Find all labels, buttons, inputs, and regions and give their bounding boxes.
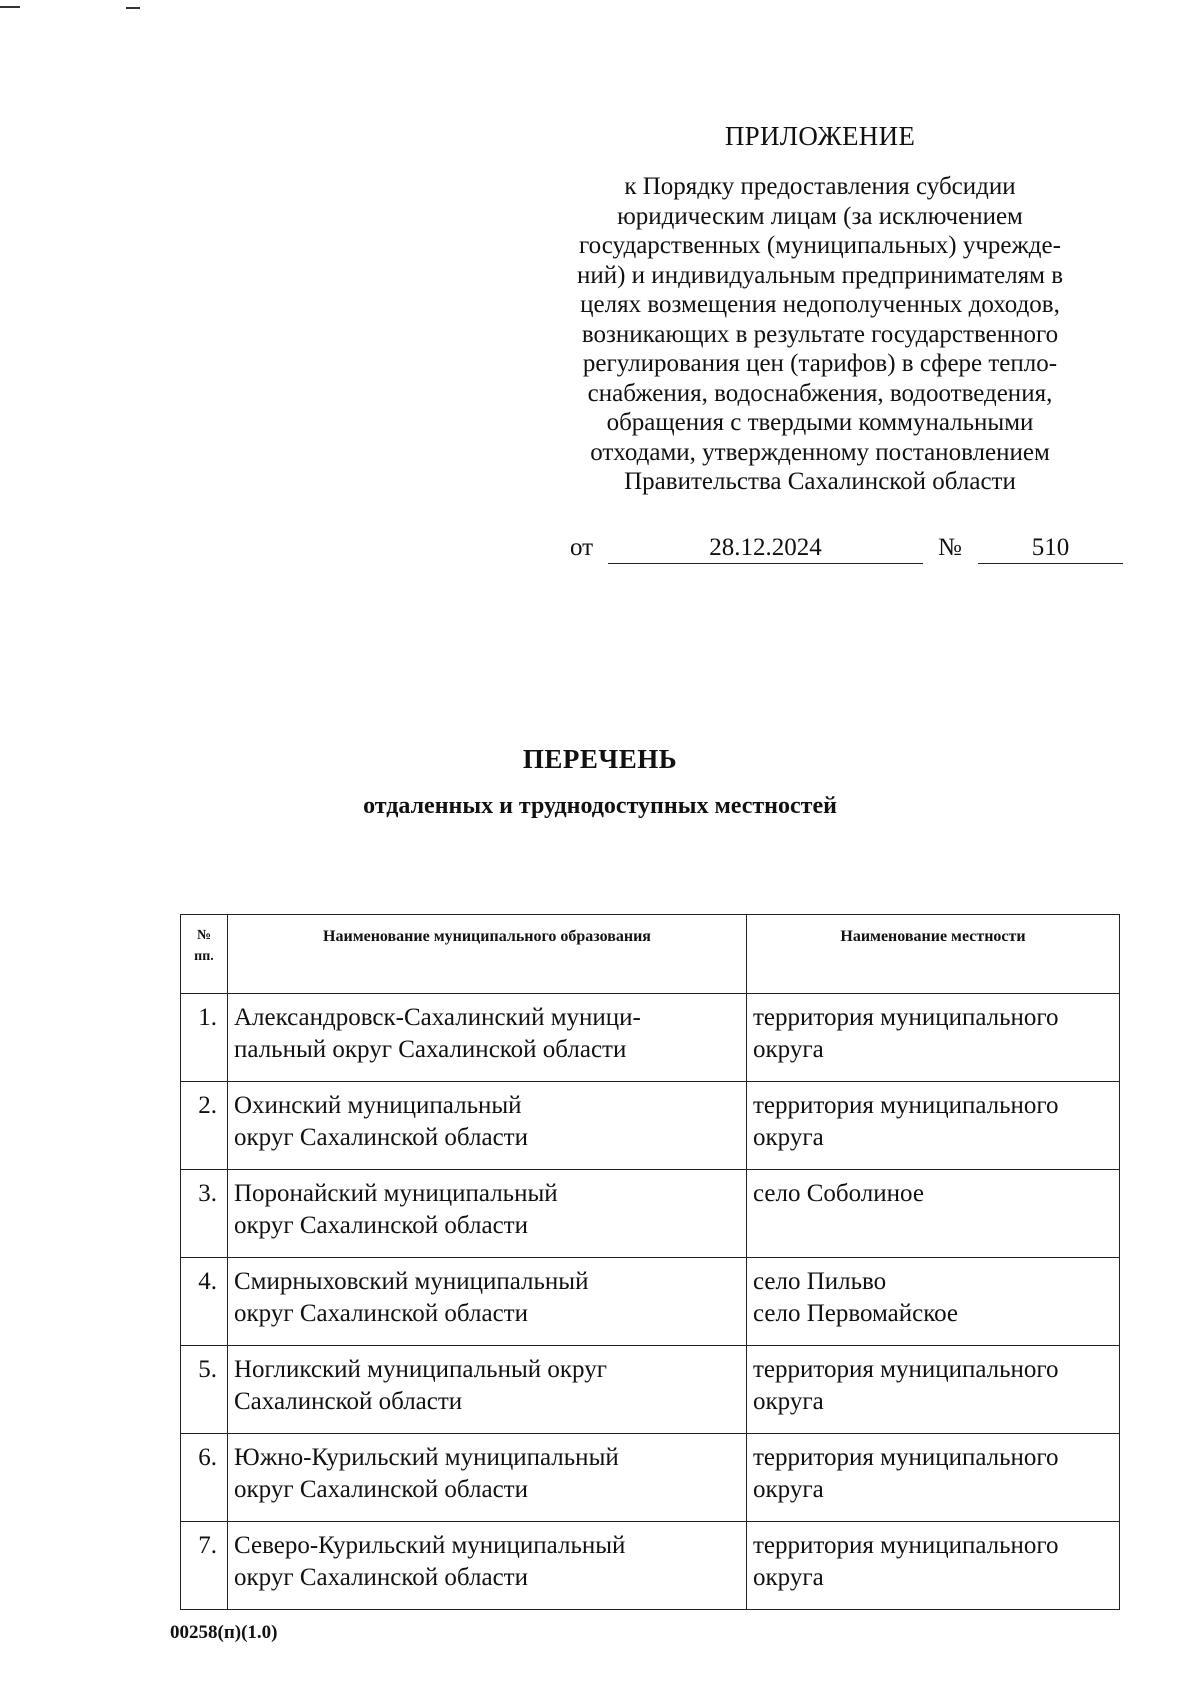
- locality-line: округа: [753, 1388, 824, 1415]
- locality-line: округа: [753, 1564, 824, 1591]
- appendix-line: отходами, утвержденному постановлением: [590, 438, 1050, 466]
- locality-line: территория муниципального: [753, 1004, 1059, 1031]
- locality-cell: [747, 994, 1120, 1082]
- municipality-line: округ Сахалинской области: [234, 1300, 528, 1327]
- appendix-line: юридическим лицам (за исключением: [617, 202, 1023, 230]
- decree-number: 510: [978, 534, 1123, 564]
- row-number: 2.: [181, 1082, 228, 1170]
- locality-cell: [747, 1522, 1120, 1610]
- document-code: 00258(п)(1.0): [170, 1622, 278, 1643]
- municipality-cell: [228, 1434, 747, 1522]
- decree-date: 28.12.2024: [608, 534, 923, 564]
- locality-line: округа: [753, 1036, 824, 1063]
- table-row: [181, 1170, 1120, 1258]
- appendix-text: [540, 172, 1100, 497]
- municipality-line: округ Сахалинской области: [234, 1564, 528, 1591]
- date-prefix: от: [570, 534, 594, 561]
- municipality-line: Южно-Курильский муниципальный: [234, 1444, 619, 1471]
- appendix-line: к Порядку предоставления субсидии: [624, 173, 1016, 200]
- municipality-line: Сахалинской области: [234, 1388, 463, 1415]
- municipality-cell: [228, 1346, 747, 1434]
- table-header-row: [181, 915, 1120, 994]
- locality-line: село Соболиное: [753, 1180, 924, 1207]
- appendix-line: снабжения, водоснабжения, водоотведения,: [587, 379, 1053, 407]
- row-number: 5.: [181, 1346, 228, 1434]
- municipality-line: округ Сахалинской области: [234, 1212, 528, 1239]
- row-number: 6.: [181, 1434, 228, 1522]
- locality-line: территория муниципального: [753, 1356, 1059, 1383]
- row-number: 7.: [181, 1522, 228, 1610]
- header-number: № пп.: [181, 915, 228, 994]
- locality-line: территория муниципального: [753, 1444, 1059, 1471]
- appendix-line: государственных (муниципальных) учрежде-: [579, 232, 1061, 259]
- localities-table: [180, 914, 1120, 1610]
- locality-line: село Первомайское: [753, 1300, 959, 1327]
- municipality-line: округ Сахалинской области: [234, 1124, 528, 1151]
- table-row: [181, 1082, 1120, 1170]
- municipality-line: Ногликский муниципальный округ: [234, 1356, 607, 1383]
- locality-cell: [747, 1170, 1120, 1258]
- row-number: 1.: [181, 994, 228, 1082]
- scan-mark: [0, 6, 20, 8]
- municipality-line: Александровск-Сахалинский муници-: [234, 1004, 641, 1031]
- locality-line: территория муниципального: [753, 1092, 1059, 1119]
- appendix-line: возникающих в результате государственного: [581, 320, 1059, 348]
- municipality-line: округ Сахалинской области: [234, 1476, 528, 1503]
- locality-cell: [747, 1258, 1120, 1346]
- appendix-line: Правительства Сахалинской области: [624, 468, 1016, 495]
- number-sign: №: [938, 534, 962, 561]
- locality-line: территория муниципального: [753, 1532, 1059, 1559]
- municipality-cell: [228, 1082, 747, 1170]
- municipality-line: Поронайский муниципальный: [234, 1180, 558, 1207]
- scan-mark: [126, 7, 140, 9]
- row-number: 3.: [181, 1170, 228, 1258]
- appendix-line: обращения с твердыми коммунальными: [606, 409, 1034, 436]
- locality-line: округа: [753, 1476, 824, 1503]
- table-row: [181, 1258, 1120, 1346]
- appendix-line: регулирования цен (тарифов) в сфере тепло-: [582, 350, 1058, 377]
- municipality-line: Смирныховский муниципальный: [234, 1268, 589, 1295]
- row-number: 4.: [181, 1258, 228, 1346]
- municipality-cell: [228, 1258, 747, 1346]
- municipality-line: Северо-Курильский муниципальный: [234, 1532, 626, 1559]
- decree-date-row: [570, 534, 1130, 568]
- table-row: [181, 1346, 1120, 1434]
- header-municipality: Наименование муниципального образования: [228, 915, 747, 994]
- locality-line: округа: [753, 1124, 824, 1151]
- municipality-line: пальный округ Сахалинской области: [234, 1036, 627, 1063]
- municipality-line: Охинский муниципальный: [234, 1092, 522, 1119]
- table-row: [181, 1434, 1120, 1522]
- table-row: [181, 994, 1120, 1082]
- municipality-cell: [228, 1522, 747, 1610]
- municipality-cell: [228, 1170, 747, 1258]
- header-locality: Наименование местности: [747, 915, 1120, 994]
- list-title: ПЕРЕЧЕНЬ: [522, 744, 678, 774]
- locality-cell: [747, 1082, 1120, 1170]
- locality-cell: [747, 1434, 1120, 1522]
- appendix-line: ний) и индивидуальным предпринимателям в: [576, 261, 1064, 289]
- locality-line: село Пильво: [753, 1268, 887, 1295]
- list-subtitle: отдаленных и труднодоступных местностей: [363, 793, 837, 819]
- table-row: [181, 1522, 1120, 1610]
- appendix-title: ПРИЛОЖЕНИЕ: [724, 121, 916, 151]
- appendix-line: целях возмещения недополученных доходов,: [580, 291, 1060, 318]
- locality-cell: [747, 1346, 1120, 1434]
- municipality-cell: [228, 994, 747, 1082]
